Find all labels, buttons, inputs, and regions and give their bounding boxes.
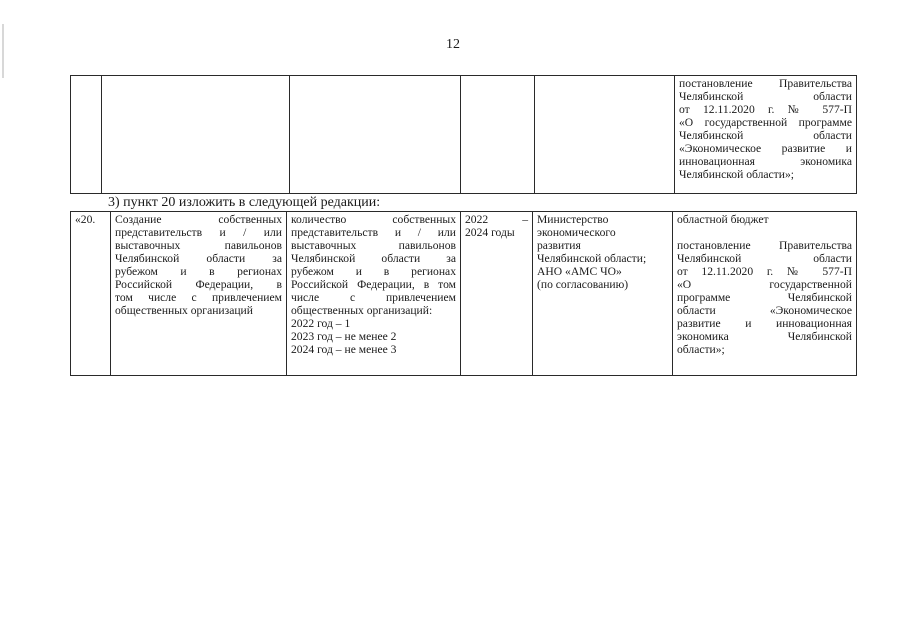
name-line: Российской Федерации, в: [115, 278, 282, 291]
indicator-line: рубежом и в регионах: [291, 265, 456, 278]
table-row: [71, 212, 857, 376]
cell-indicator: [290, 76, 461, 194]
name-line: рубежом и в регионах: [115, 265, 282, 278]
basis-line: от 12.11.2020 г. № 577-П: [677, 265, 852, 278]
executor-line: (по согласованию): [537, 278, 629, 291]
basis-line: развитие и инновационная: [677, 317, 852, 330]
basis-line: программе Челябинской: [677, 291, 852, 304]
indicator-line: количество собственных: [291, 213, 456, 226]
continued-table: [70, 75, 857, 194]
period-line: 2024 годы: [465, 226, 515, 239]
executor-line: развития: [537, 239, 581, 252]
executor-line: АНО «АМС ЧО»: [537, 265, 622, 278]
indicator-line: представительств и / или: [291, 226, 456, 239]
basis-line: Челябинской области: [679, 90, 852, 103]
indicator-value: 2024 год – не менее 3: [291, 343, 397, 356]
executor-line: Министерство: [537, 213, 609, 226]
basis-line: «О государственной программе: [679, 116, 852, 129]
name-line: том числе с привлечением: [115, 291, 282, 304]
executor-line: Челябинской области;: [537, 252, 647, 265]
basis-line: Челябинской области: [677, 252, 852, 265]
cell-event-name: [111, 212, 287, 376]
amended-table: [70, 211, 857, 376]
cell-period: [461, 76, 535, 194]
name-line: общественных организаций: [115, 304, 253, 317]
cell-event-name: [102, 76, 290, 194]
basis-line: экономика Челябинской: [677, 330, 852, 343]
indicator-line: числе с привлечением: [291, 291, 456, 304]
cell-executor: [535, 76, 675, 194]
basis-line: «Экономическое развитие и: [679, 142, 852, 155]
cell-number: [71, 76, 102, 194]
name-line: Создание собственных: [115, 213, 282, 226]
name-line: выставочных павильонов: [115, 239, 282, 252]
indicator-value: 2023 год – не менее 2: [291, 330, 397, 343]
basis-line: постановление Правительства: [677, 239, 852, 252]
executor-line: экономического: [537, 226, 616, 239]
cell-period: [461, 212, 533, 376]
table-row: [71, 76, 857, 194]
name-line: Челябинской области за: [115, 252, 282, 265]
funding-source: областной бюджет: [677, 213, 769, 226]
indicator-line: Челябинской области за: [291, 252, 456, 265]
cell-funding-and-basis: [673, 212, 857, 376]
indicator-line: выставочных павильонов: [291, 239, 456, 252]
cell-indicator: [287, 212, 461, 376]
basis-line: «О государственной: [677, 278, 852, 291]
indicator-value: 2022 год – 1: [291, 317, 351, 330]
name-line: представительств и / или: [115, 226, 282, 239]
indicator-line: Российской Федерации, в том: [291, 278, 456, 291]
basis-line: инновационная экономика: [679, 155, 852, 168]
indicator-line: общественных организаций:: [291, 304, 433, 317]
cell-basis: [675, 76, 857, 194]
cell-executor: [533, 212, 673, 376]
basis-line: постановление Правительства: [679, 77, 852, 90]
spacer: [677, 226, 852, 239]
period-line: 2022 –: [465, 213, 528, 226]
basis-line: от 12.11.2020 г. № 577-П: [679, 103, 852, 116]
cell-number: «20.: [71, 212, 111, 376]
basis-line: Челябинской области»;: [679, 168, 794, 181]
amendment-heading: 3) пункт 20 изложить в следующей редакции:: [108, 195, 381, 210]
basis-line: Челябинской области: [679, 129, 852, 142]
basis-line: области»;: [677, 343, 725, 356]
basis-line: области «Экономическое: [677, 304, 852, 317]
page-number: 12: [446, 37, 460, 52]
